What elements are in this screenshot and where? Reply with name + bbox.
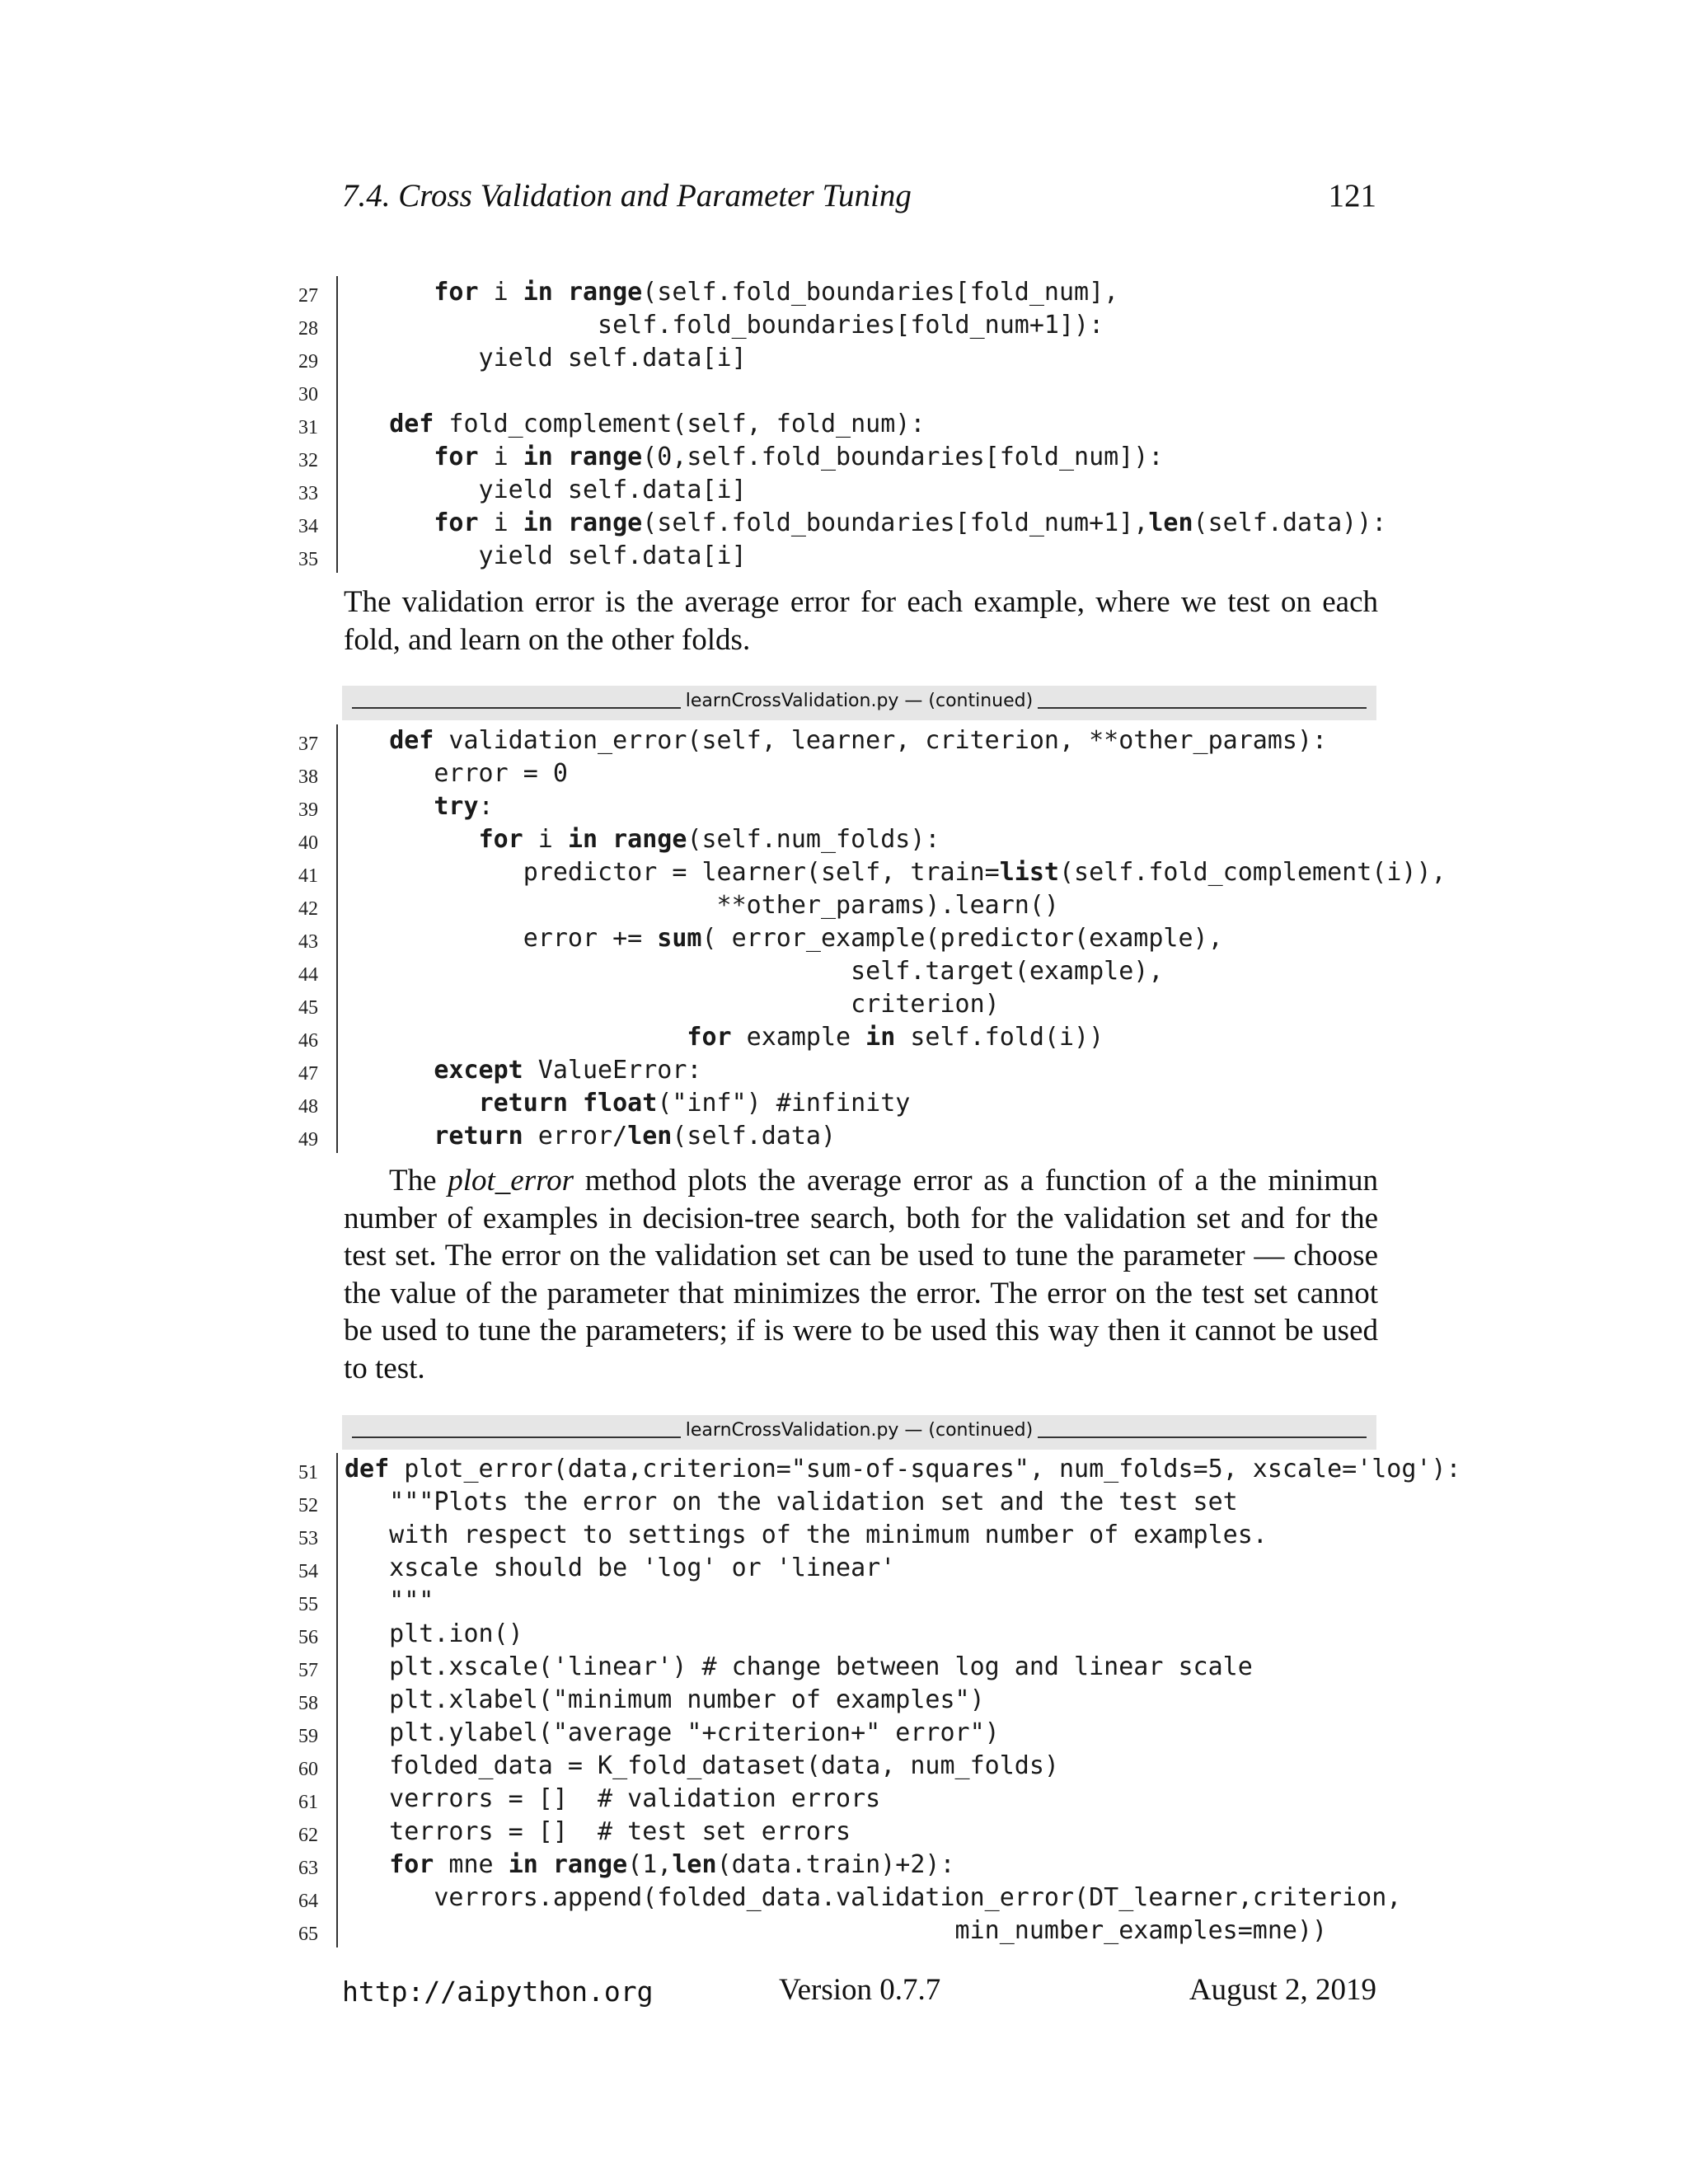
code-text: return float("inf") #infinity [478, 1089, 911, 1118]
line-number: 57 [298, 1660, 318, 1681]
code-text: predictor = learner(self, train=list(self.fold_complement(i)), [345, 858, 1447, 887]
code-line [280, 1519, 1418, 1552]
code-text: yield self.data[i] [345, 476, 747, 504]
line-number: 58 [298, 1693, 318, 1714]
paragraph-validation-error: The validation error is the average error for each example, where we test on each fold, and learn on the other folds. [344, 585, 1378, 657]
code-gutter-rule [336, 1453, 338, 1947]
code-text: verrors = [] # validation errors [345, 1784, 881, 1813]
code-text: def validation_error(self, learner, criterion, **other_params): [389, 726, 1328, 755]
page-footer [342, 1972, 1376, 2013]
line-number: 45 [298, 997, 318, 1019]
line-number: 51 [298, 1462, 318, 1483]
code-line [280, 988, 1418, 1021]
line-number: 60 [298, 1759, 318, 1780]
line-number: 56 [298, 1627, 318, 1648]
footer-date: August 2, 2019 [1189, 1973, 1376, 2007]
code-line [280, 1120, 1418, 1153]
code-line [280, 1915, 1418, 1947]
line-number: 55 [298, 1594, 318, 1615]
code-line [280, 540, 1418, 573]
code-line [280, 889, 1418, 922]
code-text: error = 0 [345, 759, 568, 788]
code-listing-1 [280, 276, 1418, 573]
line-number: 62 [298, 1825, 318, 1846]
line-number: 53 [298, 1528, 318, 1549]
code-text: folded_data = K_fold_dataset(data, num_folds) [345, 1751, 1059, 1780]
code-line [280, 1486, 1418, 1519]
code-line [280, 1849, 1418, 1882]
code-line [280, 1087, 1418, 1120]
code-text: xscale should be 'log' or 'linear' [345, 1554, 896, 1582]
page-header [342, 177, 1376, 227]
code-text: for i in range(self.fold_boundaries[fold_num], [434, 278, 1119, 307]
code-text: for mne in range(1,len(data.train)+2): [389, 1850, 955, 1879]
code-text: min_number_examples=mne)) [345, 1916, 1328, 1945]
code-line [280, 922, 1418, 955]
code-line [280, 342, 1418, 375]
footer-url[interactable]: http://aipython.org [342, 1975, 654, 2008]
line-number: 59 [298, 1726, 318, 1747]
line-number: 46 [298, 1030, 318, 1052]
code-text: def plot_error(data,criterion="sum-of-squares", num_folds=5, xscale='log'): [345, 1455, 1461, 1483]
code-text: return error/len(self.data) [434, 1122, 837, 1151]
code-line [280, 1021, 1418, 1054]
line-number: 43 [298, 931, 318, 953]
page-number: 121 [1328, 178, 1376, 213]
code-text: yield self.data[i] [345, 541, 747, 570]
code-line [280, 790, 1418, 823]
code-text: for i in range(self.num_folds): [478, 825, 940, 854]
code-line [280, 276, 1418, 309]
paragraph-body: method plots the average error as a function of a the minimun number of examples in decision-tree search, both for the validation set and for the test set. The error on the validation set can be used to tune the parameter — choose the value of the parameter that minimizes the error. The error on the test set cannot be used to tune the parameters; if is were to be used this way then it cannot be used to test. [344, 1164, 1378, 1385]
code-line [280, 1717, 1418, 1750]
code-text: try: [434, 792, 494, 821]
line-number: 29 [298, 351, 318, 373]
code-text: self.fold_boundaries[fold_num+1]): [345, 311, 1104, 340]
code-text: terrors = [] # test set errors [345, 1817, 851, 1846]
code-line [280, 1453, 1461, 1486]
paragraph-prefix: The [389, 1164, 448, 1197]
line-number: 65 [298, 1924, 318, 1945]
line-number: 64 [298, 1891, 318, 1912]
code-text: **other_params).learn() [345, 891, 1059, 920]
line-number: 41 [298, 865, 318, 887]
code-text: plt.ion() [345, 1619, 523, 1648]
code-text: def fold_complement(self, fold_num): [389, 410, 926, 438]
code-line [280, 1750, 1418, 1783]
code-line [280, 724, 1418, 757]
code-banner-1 [342, 686, 1376, 720]
footer-version: Version 0.7.7 [779, 1973, 941, 2007]
line-number: 63 [298, 1858, 318, 1879]
line-number: 27 [298, 285, 318, 307]
line-number: 40 [298, 832, 318, 854]
code-text: self.target(example), [345, 957, 1164, 986]
line-number: 35 [298, 549, 318, 570]
code-line [280, 1783, 1418, 1816]
code-text: criterion) [345, 990, 1000, 1019]
code-banner-2 [342, 1415, 1376, 1450]
line-number: 39 [298, 799, 318, 821]
code-text: yield self.data[i] [345, 344, 747, 373]
code-line [280, 408, 1418, 441]
line-number: 33 [298, 483, 318, 504]
code-line [280, 375, 1418, 408]
code-line [280, 955, 1418, 988]
line-number: 32 [298, 450, 318, 471]
code-listing-3 [280, 1453, 1461, 1947]
line-number: 48 [298, 1096, 318, 1118]
line-number: 49 [298, 1129, 318, 1151]
line-number: 52 [298, 1495, 318, 1516]
code-line [280, 309, 1418, 342]
code-line [280, 1651, 1418, 1684]
line-number: 30 [298, 384, 318, 405]
code-gutter-rule [336, 724, 338, 1153]
code-line [280, 856, 1447, 889]
code-line [280, 1618, 1418, 1651]
code-text: for i in range(self.fold_boundaries[fold_num+1],len(self.data)): [434, 509, 1387, 537]
code-gutter-rule [336, 276, 338, 573]
code-text: """Plots the error on the validation set and the test set [345, 1488, 1238, 1516]
line-number: 61 [298, 1792, 318, 1813]
line-number: 31 [298, 417, 318, 438]
code-text: with respect to settings of the minimum number of examples. [345, 1521, 1268, 1549]
line-number: 54 [298, 1561, 318, 1582]
code-line [280, 823, 1418, 856]
line-number: 44 [298, 964, 318, 986]
code-text: plt.ylabel("average "+criterion+" error") [345, 1718, 1000, 1747]
code-listing-2 [280, 724, 1447, 1153]
code-line [280, 1585, 1418, 1618]
code-line [280, 474, 1418, 507]
code-line [280, 1816, 1418, 1849]
code-text: plt.xscale('linear') # change between log and linear scale [345, 1652, 1253, 1681]
code-text: except ValueError: [434, 1056, 702, 1085]
banner-label: learnCrossValidation.py — (continued) [681, 1420, 1038, 1441]
code-line [280, 1882, 1418, 1915]
paragraph-plot-error [344, 1162, 1378, 1387]
code-text: """ [345, 1586, 434, 1615]
code-line [280, 507, 1418, 540]
section-title: 7.4. Cross Validation and Parameter Tuning [342, 178, 912, 213]
code-text: verrors.append(folded_data.validation_error(DT_learner,criterion, [345, 1883, 1402, 1912]
method-name: plot_error [448, 1164, 574, 1197]
line-number: 38 [298, 766, 318, 788]
code-text: error += sum( error_example(predictor(example), [345, 924, 1223, 953]
code-text: for example in self.fold(i)) [687, 1023, 1104, 1052]
code-text: for i in range(0,self.fold_boundaries[fold_num]): [434, 443, 1164, 471]
code-line [280, 757, 1418, 790]
line-number: 42 [298, 898, 318, 920]
code-line [280, 441, 1418, 474]
code-line [280, 1684, 1418, 1717]
code-line [280, 1552, 1418, 1585]
line-number: 34 [298, 516, 318, 537]
code-text: plt.xlabel("minimum number of examples") [345, 1685, 985, 1714]
code-line [280, 1054, 1418, 1087]
line-number: 37 [298, 733, 318, 755]
line-number: 28 [298, 318, 318, 340]
line-number: 47 [298, 1063, 318, 1085]
banner-label: learnCrossValidation.py — (continued) [681, 691, 1038, 711]
